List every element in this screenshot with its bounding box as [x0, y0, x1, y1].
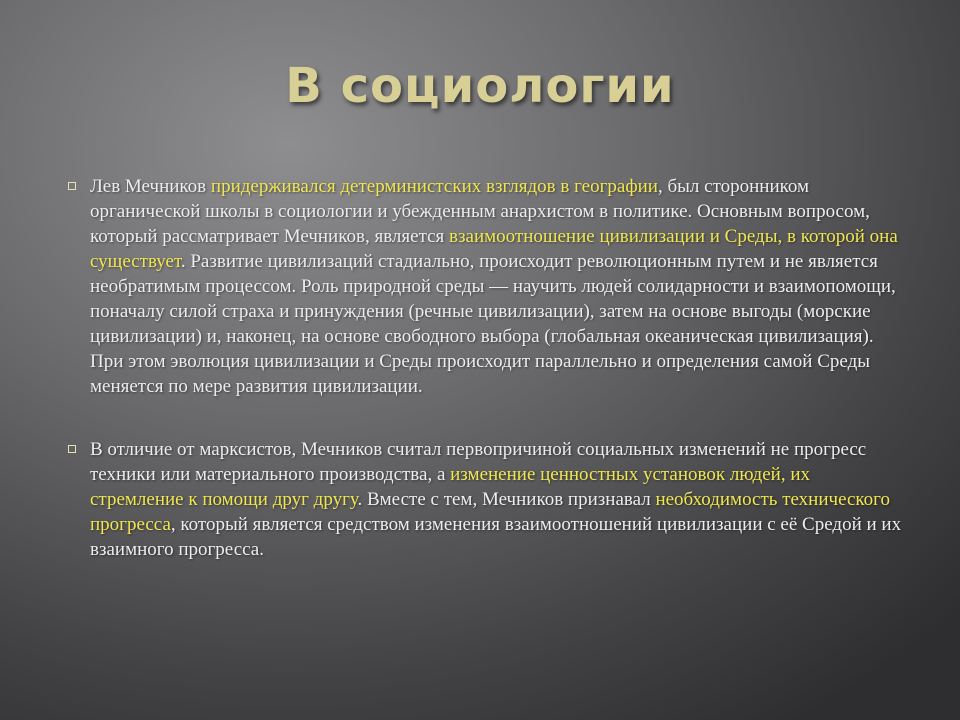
text-segment: , был сторонником органической школы в социологии и убежденным анархистом в политике. Основным вопросом, который рассматривает Мечников, является	[90, 176, 870, 247]
text-segment: , который является средством изменения взаимоотношений цивилизации с её Средой и их взаимного прогресса.	[90, 514, 902, 560]
square-bullet-icon	[68, 182, 76, 190]
text-segment: В отличие от марксистов, Мечников считал первопричиной социальных изменений не прогресс техники или материального производства, а	[90, 439, 867, 485]
text-segment: . Развитие цивилизаций стадиально, происходит революционным путем и не является необратимым процессом. Роль природной среды — научить людей солидарности и взаимопомощи, поначалу силой страха и принуждения (речные цивилизации), затем на основе выгоды (морские цивилизации) и, наконец, на основе свободного выбора (глобальная океаническая цивилизация). При этом эволюция цивилизации и Среды происходит параллельно и определения самой Среды меняется по мере развития цивилизации.	[90, 251, 896, 397]
highlighted-text: взаимоотношение цивилизации и Среды, в которой она существует	[90, 226, 898, 272]
highlighted-text: придерживался детерминистских взглядов в географии	[210, 176, 658, 197]
text-segment: . Вместе с тем, Мечников признавал	[357, 489, 656, 510]
slide-title: В социологии	[285, 58, 675, 114]
highlighted-text: необходимость технического прогресса	[90, 489, 890, 535]
highlighted-text: изменение ценностных установок людей, их стремление к помощи друг другу	[90, 464, 810, 510]
slide-body	[66, 174, 906, 562]
text-segment: Лев Мечников	[90, 176, 211, 197]
bullet-paragraph-1	[66, 174, 906, 399]
square-bullet-icon	[68, 445, 76, 453]
bullet-paragraph-2	[66, 437, 906, 562]
